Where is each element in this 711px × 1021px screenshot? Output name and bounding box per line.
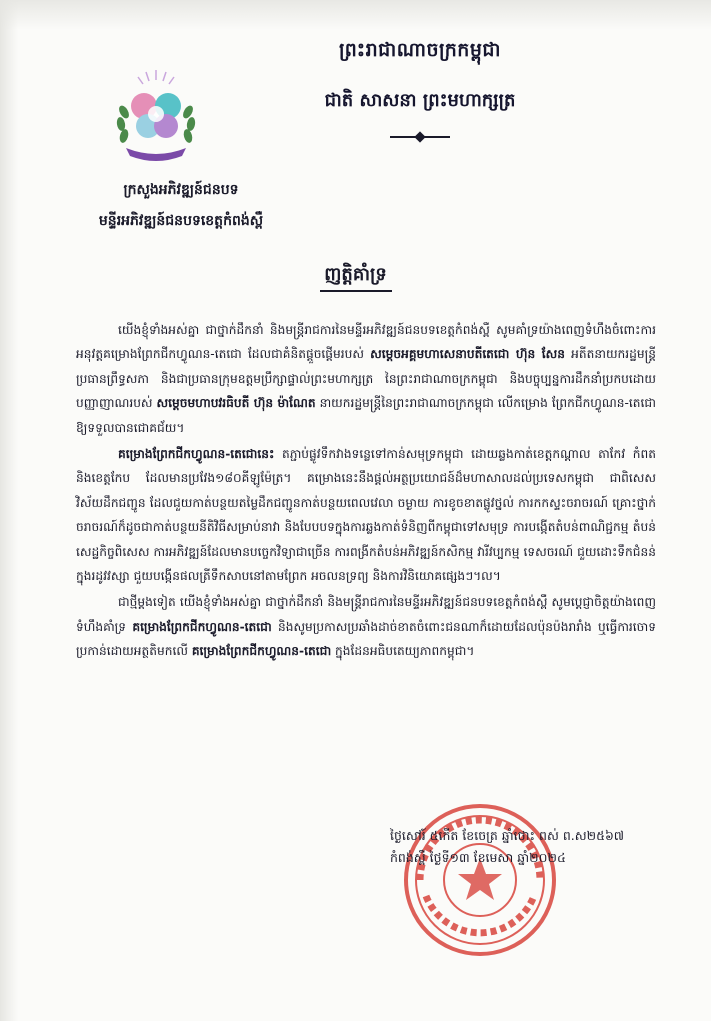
ministry-logo-icon (108, 66, 204, 166)
paragraph-2 (76, 442, 656, 588)
p2-part-0: គម្រោងព្រែកជីកហ្វូណន-តេជោនេះ (118, 447, 275, 462)
scan-shadow-top (0, 0, 711, 30)
p3-part-0: ជាថ្មីម្តងទៀត យើងខ្ញុំទាំងអស់គ្នា ជាថ្នាក់ដឹកនាំ និងមន្ត្រីរាជការនៃមន្ទីរអភិវឌ្ឍន៍ជនបទខេត្តកំពង់ស្ពឺ សូមប្តេជ្ញាចិត្តយ៉ាងពេញទំហឹងគាំទ្រ (76, 595, 656, 634)
p3-part-1: គម្រោងព្រែកជីកហ្វូណន-តេជោ (132, 619, 272, 634)
document-body (76, 318, 656, 664)
document-title: ញត្តិគាំទ្រ (324, 264, 387, 285)
header-ornament (390, 133, 450, 141)
title-underline (320, 290, 392, 292)
national-header (240, 38, 600, 141)
date-block (390, 825, 680, 869)
lunar-date: ថ្ងៃសៅរ៍ ៥កើត ខែចេត្រ ឆ្នាំថោះ ពស់ ព.ស២៥៦៧ (390, 828, 625, 843)
official-seal-icon (400, 800, 560, 960)
department-name: មន្ទីរអភិវឌ្ឍន៍ជនបទខេត្តកំពង់ស្ពឺ (98, 213, 264, 229)
paragraph-3 (76, 590, 656, 663)
p3-part-4: ក្នុងដែនអធិបតេយ្យភាពកម្ពុជា។ (331, 644, 475, 659)
p1-part-3: សម្តេចមហាបវរធិបតី ហ៊ុន ម៉ាណែត (156, 396, 316, 411)
p1-part-4: នាយករដ្ឋមន្ត្រីនៃព្រះរាជាណាចក្រកម្ពុជា លើកម្រោង ព្រែកជីកហ្វូណន-តេជោ ឱ្យទទួលបានជោគជ័យ។ (76, 396, 657, 435)
p1-part-1: សម្តេចអគ្គមហាសេនាបតីតេជោ ហ៊ុន សែន (370, 347, 565, 362)
p2-part-1: តភ្ជាប់ផ្លូវទឹកវាងទន្លេទៅកាន់សមុទ្រកម្ពុជា ដោយឆ្លងកាត់ខេត្តកណ្តាល តាកែវ កំពត និងខេត្តកែប ដែលមានប្រវែង១៨០គីឡូម៉ែត្រ។ គម្រោងនេះនឹងផ្តល់អត្ថប្រយោជន៍ដ៏មហាសាលដល់ប្រទេសកម្ពុជា ជាពិសេសវិស័យដឹកជញ្ជូន ដែលជួយកាត់បន្ថយតម្លៃដឹកជញ្ជូនកាត់បន្ថយពេលវេលា ចម្ងាយ ការខូចខាតផ្លូវថ្នល់ ការកកស្ទះចរាចរណ៍ គ្រោះថ្នាក់ចរាចរណ៍ក៏ដូចជាកាត់បន្ថយនីតិវិធីសម្រាប់នាវា និងបែបបទក្នុងការឆ្លងកាត់ទំនិញពីកម្ពុជាទៅសមុទ្រ ការបង្កើតតំបន់ពាណិជ្ជកម្ម តំបន់សេដ្ឋកិច្ចពិសេស ការអភិវឌ្ឍន៍ដែលមានបច្ចេកវិទ្យាជាច្រើន ការពង្រីកតំបន់អភិវឌ្ឍន៍កសិកម្ម វារីវប្បកម្ម ទេសចរណ៍ ជួយដោះទឹកជំនន់ក្នុងរដូវវស្សា ជួយបង្កើនផលត្រីទឹកសាបនៅតាមព្រែក អចលនទ្រព្យ និងការវិនិយោគផ្សេងៗ។ល។ (76, 447, 656, 584)
kingdom-heading: ព្រះរាជាណាចក្រកម្ពុជា (339, 39, 501, 61)
p3-part-3: គម្រោងព្រែកជីកហ្វូណន-តេជោ (191, 644, 332, 659)
scan-shadow-left (0, 0, 18, 1021)
paragraph-1 (76, 318, 656, 440)
national-motto: ជាតិ សាសនា ព្រះមហាក្សត្រ (324, 90, 516, 111)
ministry-header (56, 180, 306, 232)
ministry-name: ក្រសួងអភិវឌ្ឍន៍ជនបទ (123, 182, 239, 198)
p1-part-0: យើងខ្ញុំទាំងអស់គ្នា ជាថ្នាក់ដឹកនាំ និងមន្ត្រីរាជការនៃមន្ទីរអភិវឌ្ឍន៍ជនបទខេត្តកំពង់ស្ពឺ សូមគាំទ្រយ៉ាងពេញទំហឹងចំពោះការអនុវត្តគម្រោងព្រែកជីកហ្វូណន-តេជោ ដែលជាគំនិតផ្តួចផ្តើមរបស់ (76, 323, 656, 362)
solar-date: កំពង់ស្ពឺ ថ្ងៃទី១៣ ខែមេសា ឆ្នាំ២០២៤ (390, 850, 566, 865)
p3-part-2: និងសូមប្រកាសប្រឆាំងដាច់ខាតចំពោះជនណាក៏ដោយដែលប៉ុនប៉ងរារាំង ឬធ្វើការចោទប្រកាន់ដោយអត្ថតិមកលើ (76, 619, 656, 659)
p1-part-2: អតីតនាយករដ្ឋមន្ត្រី ប្រធានព្រឹទ្ធសភា និងជាប្រធានក្រុមឧត្តមប្រឹក្សាផ្ទាល់ព្រះមហាក្សត្រ នៃព្រះរាជាណាចក្រកម្ពុជា និងបច្ចុប្បន្នការដឹកនាំប្រកបដោយបញ្ញាញាណរបស់ (76, 347, 656, 411)
